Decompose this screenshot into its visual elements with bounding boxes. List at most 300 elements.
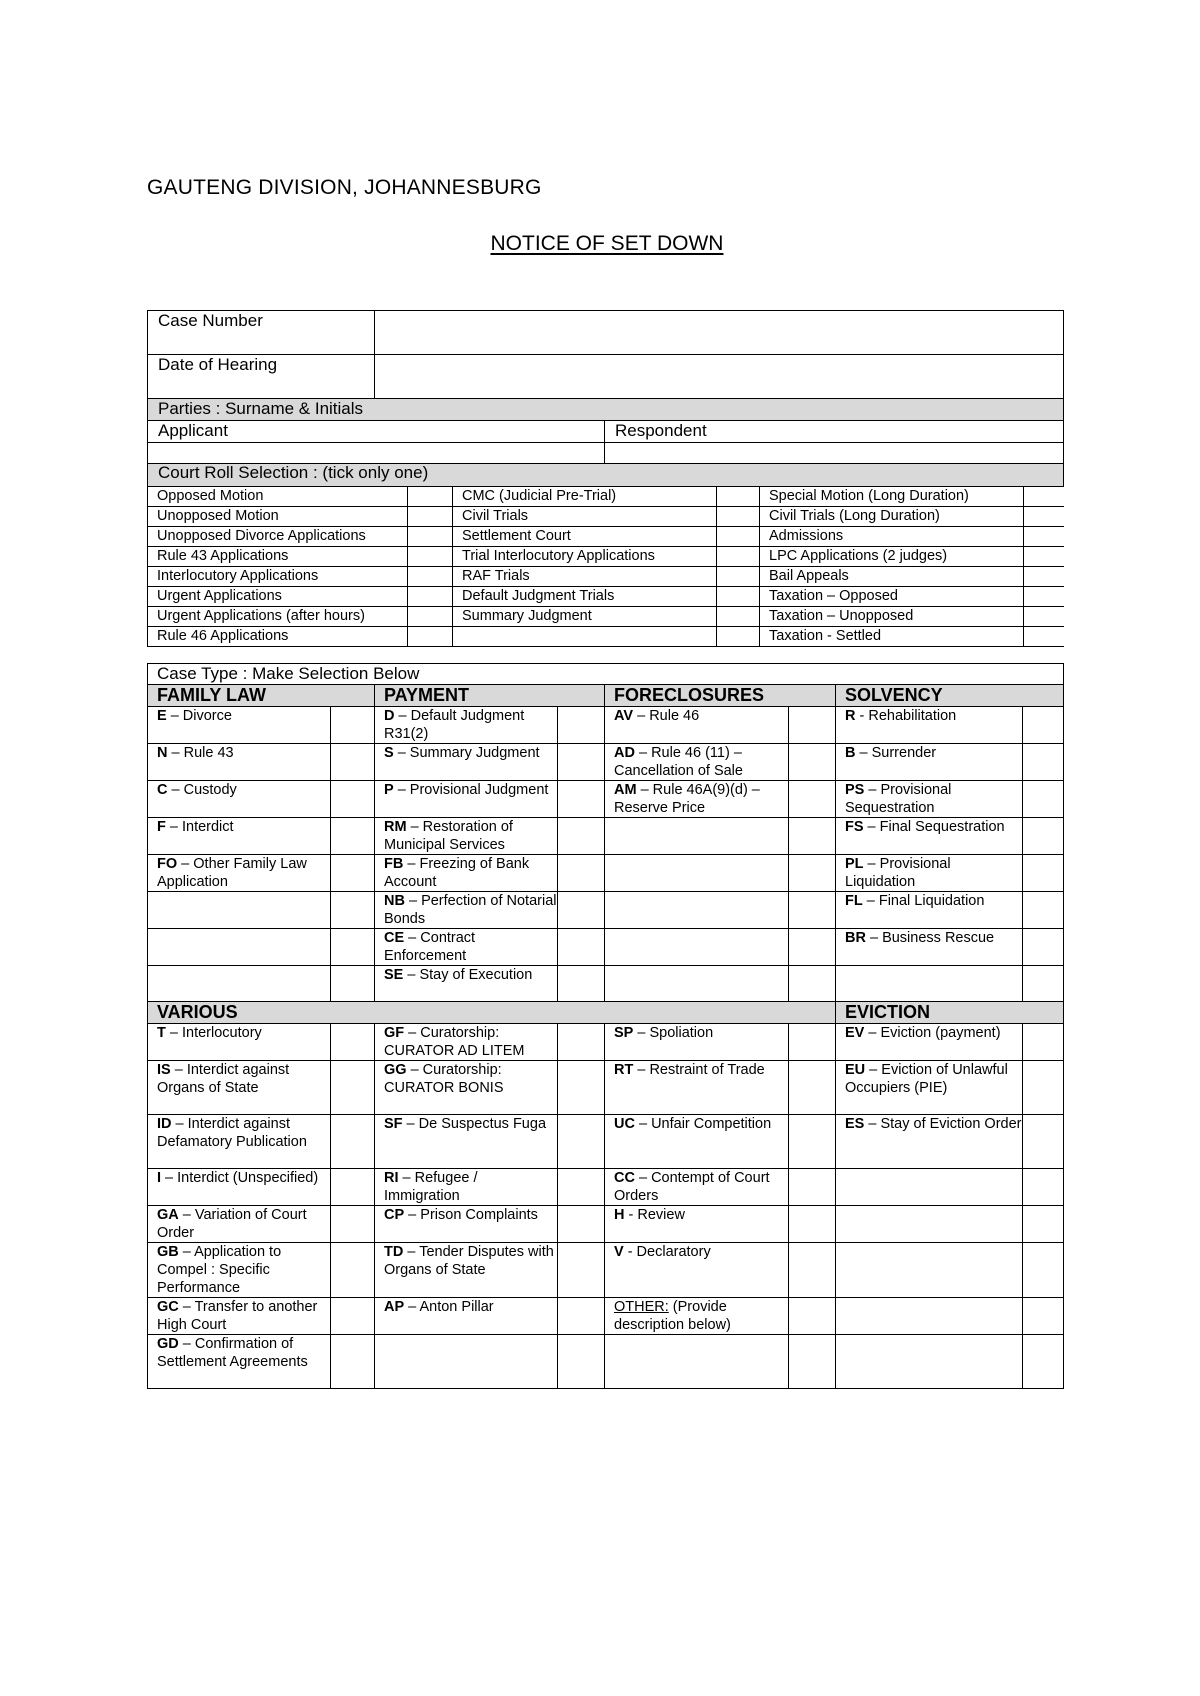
case-type-option <box>605 818 789 855</box>
court-roll-option-label: Civil Trials (Long Duration) <box>760 507 1024 527</box>
date-of-hearing-label: Date of Hearing <box>148 355 375 399</box>
case-type-option <box>836 1243 1023 1298</box>
case-type-tick-box[interactable] <box>558 744 605 781</box>
case-type-tick-box[interactable] <box>558 707 605 744</box>
court-roll-row <box>148 507 1064 527</box>
case-description: – Interlocutory <box>165 1025 262 1041</box>
case-type-tick-box[interactable] <box>558 1115 605 1169</box>
case-type-tick-box[interactable] <box>331 1115 375 1169</box>
case-type-tick-box[interactable] <box>1023 929 1064 966</box>
case-type-tick-box[interactable] <box>331 1169 375 1206</box>
case-code: NB <box>384 893 405 909</box>
case-type-tick-box[interactable] <box>558 929 605 966</box>
case-code: AP <box>384 1299 405 1315</box>
case-type-tick-box[interactable] <box>789 1115 836 1169</box>
case-type-option <box>836 707 1023 744</box>
court-roll-tick-box[interactable] <box>717 607 760 627</box>
case-type-tick-box[interactable] <box>1023 1024 1064 1061</box>
case-type-option <box>375 1169 558 1206</box>
case-description: – Custody <box>167 782 237 798</box>
parties-heading: Parties : Surname & Initials <box>148 399 1064 421</box>
case-code: PS <box>845 782 865 798</box>
case-type-row <box>148 818 1064 855</box>
court-roll-tick-box[interactable] <box>1024 507 1064 527</box>
case-type-row <box>148 1169 1064 1206</box>
case-type-option <box>148 1024 331 1061</box>
case-type-option <box>375 929 558 966</box>
case-code: AM <box>614 782 637 798</box>
case-type-option <box>375 1115 558 1169</box>
case-type-tick-box[interactable] <box>558 892 605 929</box>
case-code: P <box>384 782 394 798</box>
case-code: H <box>614 1207 625 1223</box>
case-type-tick-box[interactable] <box>1023 707 1064 744</box>
case-type-tick-box[interactable] <box>789 707 836 744</box>
case-type-option <box>375 781 558 818</box>
case-type-option <box>605 966 789 1002</box>
case-type-option <box>375 1298 558 1335</box>
court-roll-tick-box[interactable] <box>1024 487 1064 507</box>
case-code: GG <box>384 1062 407 1078</box>
case-type-tick-box[interactable] <box>789 744 836 781</box>
case-type-tick-box[interactable] <box>1023 781 1064 818</box>
case-description: – Stay of Eviction Order <box>864 1116 1022 1132</box>
case-code: IS <box>157 1062 171 1078</box>
court-roll-option-label: LPC Applications (2 judges) <box>760 547 1024 567</box>
case-description: – Provisional Liquidation <box>845 856 951 890</box>
case-type-tick-box[interactable] <box>558 1061 605 1115</box>
case-description: – Stay of Execution <box>403 967 533 983</box>
case-type-tick-box[interactable] <box>331 707 375 744</box>
case-type-tick-box[interactable] <box>331 929 375 966</box>
court-roll-row <box>148 627 1064 647</box>
case-code: SE <box>384 967 404 983</box>
other-description: (Provide description below) <box>614 1299 731 1333</box>
division-heading: GAUTENG DIVISION, JOHANNESBURG <box>147 176 542 199</box>
case-type-option <box>375 744 558 781</box>
case-type-option <box>375 966 558 1002</box>
various-header: VARIOUS <box>148 1002 836 1024</box>
case-code: EU <box>845 1062 866 1078</box>
case-type-tick-box[interactable] <box>331 1243 375 1298</box>
case-type-tick-box[interactable] <box>558 1298 605 1335</box>
court-roll-tick-box[interactable] <box>717 587 760 607</box>
case-code: SF <box>384 1116 403 1132</box>
case-description: – Divorce <box>166 708 232 724</box>
case-type-tick-box[interactable] <box>1023 892 1064 929</box>
court-roll-tick-box[interactable] <box>408 627 453 647</box>
case-code: UC <box>614 1116 635 1132</box>
case-code: GB <box>157 1244 179 1260</box>
case-type-tick-box[interactable] <box>558 1169 605 1206</box>
payment-header: PAYMENT <box>375 685 605 707</box>
case-type-tick-box[interactable] <box>1023 818 1064 855</box>
case-type-row <box>148 744 1064 781</box>
case-description: – Curatorship: CURATOR AD LITEM <box>384 1025 525 1059</box>
case-type-option <box>375 892 558 929</box>
court-roll-option-label: Summary Judgment <box>453 607 717 627</box>
case-code: C <box>157 782 168 798</box>
case-type-option <box>605 781 789 818</box>
case-code: T <box>157 1025 166 1041</box>
case-type-option <box>148 1206 331 1243</box>
case-code: N <box>157 745 168 761</box>
case-description: – Interdict against Organs of State <box>157 1062 290 1096</box>
court-roll-option-label: Trial Interlocutory Applications <box>453 547 717 567</box>
court-roll-tick-box[interactable] <box>408 487 453 507</box>
court-roll-tick-box[interactable] <box>408 567 453 587</box>
case-type-tick-box[interactable] <box>1023 1335 1064 1389</box>
case-description: – Prison Complaints <box>404 1207 538 1223</box>
case-type-tick-box[interactable] <box>331 744 375 781</box>
court-roll-table <box>147 463 1064 647</box>
case-code: SP <box>614 1025 634 1041</box>
court-roll-option-label: Urgent Applications (after hours) <box>148 607 408 627</box>
case-code: AD <box>614 745 635 761</box>
case-type-tick-box[interactable] <box>558 818 605 855</box>
case-type-tick-box[interactable] <box>1023 855 1064 892</box>
case-code: RI <box>384 1170 399 1186</box>
case-code: EV <box>845 1025 865 1041</box>
court-roll-tick-box[interactable] <box>1024 627 1064 647</box>
case-type-option <box>836 818 1023 855</box>
case-description: – Rule 46A(9)(d) – Reserve Price <box>614 782 760 816</box>
case-code: GD <box>157 1336 179 1352</box>
court-roll-option-label: Rule 43 Applications <box>148 547 408 567</box>
case-code: AV <box>614 708 634 724</box>
case-type-option <box>148 1243 331 1298</box>
case-type-tick-box[interactable] <box>331 892 375 929</box>
case-type-option <box>148 1061 331 1115</box>
court-roll-tick-box[interactable] <box>717 567 760 587</box>
court-roll-tick-box[interactable] <box>717 487 760 507</box>
case-type-tick-box[interactable] <box>558 1243 605 1298</box>
case-type-option <box>148 744 331 781</box>
court-roll-option-label: CMC (Judicial Pre-Trial) <box>453 487 717 507</box>
court-roll-tick-box[interactable] <box>717 627 760 647</box>
case-description: – Application to Compel : Specific Performance <box>157 1244 282 1296</box>
case-type-tick-box[interactable] <box>331 1024 375 1061</box>
court-roll-heading: Court Roll Selection : (tick only one) <box>148 464 1064 487</box>
case-type-tick-box[interactable] <box>789 781 836 818</box>
case-type-tick-box[interactable] <box>789 1243 836 1298</box>
case-type-option <box>836 1206 1023 1243</box>
case-description: – Provisional Judgment <box>393 782 549 798</box>
case-code: TD <box>384 1244 404 1260</box>
case-type-option <box>605 1169 789 1206</box>
case-description: – Contract Enforcement <box>384 930 476 964</box>
case-type-tick-box[interactable] <box>558 855 605 892</box>
case-type-option <box>605 892 789 929</box>
various-header-row <box>148 1002 1064 1024</box>
case-code: CE <box>384 930 405 946</box>
case-type-option <box>375 1061 558 1115</box>
case-number-field[interactable] <box>375 311 1064 355</box>
document-title: NOTICE OF SET DOWN <box>490 232 724 255</box>
case-description: – Restoration of Municipal Services <box>384 819 513 853</box>
case-type-row <box>148 855 1064 892</box>
family-law-header: FAMILY LAW <box>148 685 375 707</box>
case-type-option <box>148 781 331 818</box>
case-type-row <box>148 929 1064 966</box>
case-type-row <box>148 1115 1064 1169</box>
respondent-field[interactable] <box>605 443 1064 465</box>
case-description: – Confirmation of Settlement Agreements <box>157 1336 308 1370</box>
case-type-tick-box[interactable] <box>789 818 836 855</box>
case-description: – Eviction (payment) <box>864 1025 1001 1041</box>
court-roll-option-label: Unopposed Motion <box>148 507 408 527</box>
court-roll-option-label: RAF Trials <box>453 567 717 587</box>
case-code: F <box>157 819 166 835</box>
case-code: S <box>384 745 394 761</box>
case-code: PL <box>845 856 864 872</box>
case-code: R <box>845 708 856 724</box>
court-roll-tick-box[interactable] <box>408 547 453 567</box>
court-roll-option-label: Opposed Motion <box>148 487 408 507</box>
case-type-option <box>605 1243 789 1298</box>
case-type-option <box>375 1206 558 1243</box>
court-roll-row <box>148 487 1064 507</box>
case-type-option <box>836 929 1023 966</box>
applicant-field[interactable] <box>148 443 605 465</box>
case-type-row <box>148 1061 1064 1115</box>
court-roll-option-label: Interlocutory Applications <box>148 567 408 587</box>
case-description: – Interdict (Unspecified) <box>161 1170 319 1186</box>
case-code: V <box>614 1244 624 1260</box>
case-type-option <box>836 855 1023 892</box>
case-code: GA <box>157 1207 179 1223</box>
case-description: – Restraint of Trade <box>633 1062 765 1078</box>
case-type-option <box>375 818 558 855</box>
respondent-label: Respondent <box>605 421 1064 443</box>
case-description: – Transfer to another High Court <box>157 1299 318 1333</box>
case-type-tick-box[interactable] <box>1023 1243 1064 1298</box>
case-description: – Anton Pillar <box>404 1299 494 1315</box>
case-description: – Summary Judgment <box>393 745 540 761</box>
case-code: ID <box>157 1116 172 1132</box>
case-type-tick-box[interactable] <box>558 781 605 818</box>
court-roll-option-label: Urgent Applications <box>148 587 408 607</box>
case-type-row <box>148 966 1064 1002</box>
case-code: ES <box>845 1116 865 1132</box>
case-type-option <box>148 1169 331 1206</box>
case-type-option <box>605 1206 789 1243</box>
case-type-tick-box[interactable] <box>789 1298 836 1335</box>
court-roll-row <box>148 547 1064 567</box>
case-type-tick-box[interactable] <box>789 1024 836 1061</box>
court-roll-tick-box[interactable] <box>1024 587 1064 607</box>
case-description: – De Suspectus Fuga <box>402 1116 547 1132</box>
case-type-option <box>148 929 331 966</box>
court-roll-tick-box[interactable] <box>1024 527 1064 547</box>
court-roll-tick-box[interactable] <box>1024 567 1064 587</box>
court-roll-tick-box[interactable] <box>717 547 760 567</box>
case-type-tick-box[interactable] <box>331 855 375 892</box>
case-type-tick-box[interactable] <box>1023 1169 1064 1206</box>
case-description: – Variation of Court Order <box>157 1207 307 1241</box>
case-type-row <box>148 1335 1064 1389</box>
case-type-option <box>605 1115 789 1169</box>
case-type-tick-box[interactable] <box>331 966 375 1002</box>
case-description: – Business Rescue <box>865 930 995 946</box>
case-type-tick-box[interactable] <box>558 1206 605 1243</box>
case-code: I <box>157 1170 162 1186</box>
case-description: – Default Judgment R31(2) <box>384 708 525 742</box>
case-description: – Surrender <box>855 745 937 761</box>
case-type-tick-box[interactable] <box>1023 1298 1064 1335</box>
case-description: – Final Liquidation <box>862 893 985 909</box>
court-roll-option-label <box>453 627 717 647</box>
case-type-option <box>605 744 789 781</box>
court-roll-row <box>148 587 1064 607</box>
case-type-option <box>836 892 1023 929</box>
case-code: RT <box>614 1062 634 1078</box>
case-type-option <box>375 707 558 744</box>
court-roll-option-label: Admissions <box>760 527 1024 547</box>
case-code: BR <box>845 930 866 946</box>
case-type-option <box>375 1024 558 1061</box>
case-type-option <box>148 818 331 855</box>
court-roll-option-label: Civil Trials <box>453 507 717 527</box>
case-type-row <box>148 707 1064 744</box>
case-description: – Rule 46 (11) – Cancellation of Sale <box>614 745 743 779</box>
case-description: – Curatorship: CURATOR BONIS <box>384 1062 504 1096</box>
case-type-tick-box[interactable] <box>331 1298 375 1335</box>
case-type-option <box>836 1335 1023 1389</box>
case-type-tick-box[interactable] <box>1023 966 1064 1002</box>
case-type-option <box>375 1335 558 1389</box>
case-type-row <box>148 1298 1064 1335</box>
case-type-tick-box[interactable] <box>331 781 375 818</box>
case-type-option <box>148 855 331 892</box>
case-description: – Spoliation <box>633 1025 714 1041</box>
court-roll-row <box>148 567 1064 587</box>
case-description: – Eviction of Unlawful Occupiers (PIE) <box>845 1062 1008 1096</box>
court-roll-option-label: Default Judgment Trials <box>453 587 717 607</box>
court-roll-option-label: Unopposed Divorce Applications <box>148 527 408 547</box>
case-type-option <box>148 1335 331 1389</box>
case-type-option <box>836 1115 1023 1169</box>
case-type-tick-box[interactable] <box>789 1206 836 1243</box>
case-description: - Rehabilitation <box>855 708 957 724</box>
case-type-tick-box[interactable] <box>558 1335 605 1389</box>
case-type-option <box>605 1061 789 1115</box>
case-description: – Provisional Sequestration <box>845 782 952 816</box>
case-type-option <box>375 1243 558 1298</box>
case-code: CC <box>614 1170 635 1186</box>
case-type-tick-box[interactable] <box>331 818 375 855</box>
case-type-tick-box[interactable] <box>789 929 836 966</box>
case-type-tick-box[interactable] <box>1023 1061 1064 1115</box>
court-roll-row <box>148 607 1064 627</box>
court-roll-tick-box[interactable] <box>717 507 760 527</box>
case-description: - Review <box>624 1207 685 1223</box>
case-code: RM <box>384 819 407 835</box>
case-type-tick-box[interactable] <box>558 1024 605 1061</box>
case-type-tick-box[interactable] <box>1023 744 1064 781</box>
case-code: GF <box>384 1025 405 1041</box>
date-of-hearing-field[interactable] <box>375 355 1064 399</box>
case-type-option <box>148 1298 331 1335</box>
case-type-tick-box[interactable] <box>789 892 836 929</box>
court-roll-tick-box[interactable] <box>717 527 760 547</box>
case-description: – Freezing of Bank Account <box>384 856 530 890</box>
case-type-tick-box[interactable] <box>789 1169 836 1206</box>
case-type-row <box>148 892 1064 929</box>
case-description: – Rule 46 <box>633 708 700 724</box>
case-number-label: Case Number <box>148 311 375 355</box>
case-type-tick-box[interactable] <box>789 1335 836 1389</box>
case-code: FS <box>845 819 864 835</box>
other-label: OTHER: <box>614 1299 669 1315</box>
case-type-option <box>148 892 331 929</box>
case-type-option <box>836 744 1023 781</box>
case-type-option <box>836 781 1023 818</box>
court-roll-tick-box[interactable] <box>408 607 453 627</box>
case-code: D <box>384 708 395 724</box>
case-code: B <box>845 745 856 761</box>
court-roll-option-label: Taxation – Unopposed <box>760 607 1024 627</box>
case-type-tick-box[interactable] <box>331 1061 375 1115</box>
court-roll-tick-box[interactable] <box>1024 547 1064 567</box>
case-description: – Unfair Competition <box>634 1116 772 1132</box>
case-type-tick-box[interactable] <box>789 855 836 892</box>
case-type-tick-box[interactable] <box>558 966 605 1002</box>
case-code: FL <box>845 893 863 909</box>
case-type-tick-box[interactable] <box>1023 1115 1064 1169</box>
case-type-option <box>605 707 789 744</box>
case-type-option <box>836 966 1023 1002</box>
applicant-label: Applicant <box>148 421 605 443</box>
case-description: – Final Sequestration <box>863 819 1005 835</box>
case-type-tick-box[interactable] <box>789 966 836 1002</box>
case-description: - Declaratory <box>623 1244 711 1260</box>
case-code: FB <box>384 856 404 872</box>
court-roll-option-label: Special Motion (Long Duration) <box>760 487 1024 507</box>
case-type-tick-box[interactable] <box>331 1206 375 1243</box>
case-description: – Interdict <box>165 819 234 835</box>
case-type-option <box>605 1024 789 1061</box>
case-description: – Rule 43 <box>167 745 234 761</box>
court-roll-option-label: Bail Appeals <box>760 567 1024 587</box>
case-type-tick-box[interactable] <box>789 1061 836 1115</box>
case-type-tick-box[interactable] <box>331 1335 375 1389</box>
case-type-row <box>148 1243 1064 1298</box>
court-roll-tick-box[interactable] <box>408 587 453 607</box>
case-type-tick-box[interactable] <box>1023 1206 1064 1243</box>
case-type-option <box>148 966 331 1002</box>
court-roll-option-label: Rule 46 Applications <box>148 627 408 647</box>
eviction-header: EVICTION <box>836 1002 1064 1024</box>
case-description: – Other Family Law Application <box>157 856 307 890</box>
case-type-option <box>836 1024 1023 1061</box>
court-roll-option-label: Taxation – Opposed <box>760 587 1024 607</box>
case-type-option <box>605 1298 789 1335</box>
case-type-option <box>605 1335 789 1389</box>
case-type-option <box>375 855 558 892</box>
case-code: FO <box>157 856 178 872</box>
court-roll-tick-box[interactable] <box>408 507 453 527</box>
case-description: – Tender Disputes with Organs of State <box>384 1244 554 1278</box>
court-roll-tick-box[interactable] <box>408 527 453 547</box>
court-roll-row <box>148 527 1064 547</box>
court-roll-option-label: Settlement Court <box>453 527 717 547</box>
case-type-table <box>147 663 1064 1389</box>
case-type-option <box>148 707 331 744</box>
court-roll-tick-box[interactable] <box>1024 607 1064 627</box>
foreclosures-header: FORECLOSURES <box>605 685 836 707</box>
case-description: – Interdict against Defamatory Publication <box>157 1116 307 1150</box>
